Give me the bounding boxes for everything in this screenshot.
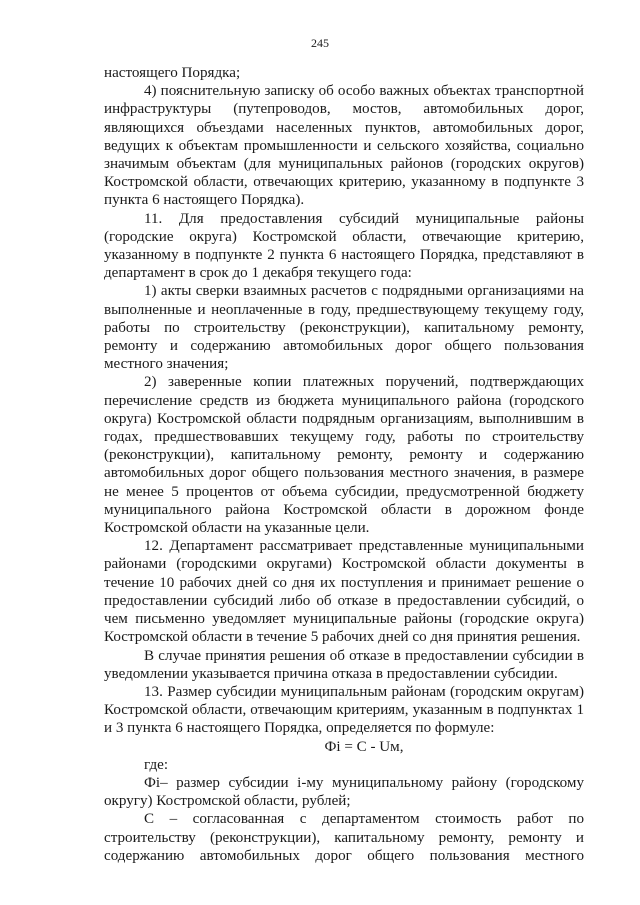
definition-c: С – согласованная с департаментом стоимость работ по строительству (реконструкции), капитальному ремонту, ремонту и содержанию автомобильных дорог общего пользования местного (104, 811, 584, 864)
paragraph-section-12: 12. Департамент рассматривает представленные муниципальными районами (городскими округами) Костромской области документы в течение 10 рабочих дней со дня их поступления и принимает решение о предоставлении субсидий либо об отказе в предоставлении субсидий, о чем письменно уведомляет муниципальные районы (городские округа) Костромской области в течение 5 рабочих дней со дня принятия решения. (104, 538, 584, 646)
definition-fi: Фi– размер субсидии i-му муниципальному району (городскому округу) Костромской области, рублей; (104, 774, 584, 810)
paragraph-item-2: 2) заверенные копии платежных поручений, подтверждающих перечисление средств из бюджета муниципального района (городского округа) Костромской области подрядным организациям, выполнившим в годах, предшествовавших текущему году, работы по строительству (реконструкции), капитальному ремонту, ремонту и содержанию автомобильных дорог общего пользования местного значения, в размере не менее 5 процентов от объема субсидии, предусмотренной бюджету муниципального района Костромской области в дорожном фонде Костромской области на указанные цели. (104, 374, 584, 537)
document-body (104, 64, 584, 865)
paragraph-item-1: 1) акты сверки взаимных расчетов с подрядными организациями на выполненные и неоплаченные в году, предшествующему текущему году, работы по строительству (реконструкции), капитальному ремонту, ремонту и содержанию автомобильных дорог общего пользования местного значения; (104, 283, 584, 373)
page-number: 245 (311, 36, 329, 50)
paragraph-item-4: 4) пояснительную записку об особо важных объектах транспортной инфраструктуры (путепроводов, мостов, автомобильных дорог, являющихся объездами населенных пунктов, автомобильных дорог, ведущих к объектам промышленности и сельского хозяйства, социально значимым объектам (для муниципальных районов (городских округов) Костромской области, отвечающих критерию, указанному в подпункте 3 пункта 6 настоящего Порядка). (104, 83, 584, 209)
paragraph-refusal: В случае принятия решения об отказе в предоставлении субсидии в уведомлении указывается причина отказа в предоставлении субсидии. (104, 647, 584, 682)
paragraph-section-13: 13. Размер субсидии муниципальным районам (городским округам) Костромской области, отвечающим критериям, указанным в подпунктах 1 и 3 пункта 6 настоящего Порядка, определяется по формуле: (104, 683, 584, 737)
paragraph-section-11: 11. Для предоставления субсидий муниципальные районы (городские округа) Костромской области, отвечающие критерию, указанному в подпункте 2 пункта 6 настоящего Порядка, представляют в департамент в срок до 1 декабря текущего года: (104, 210, 584, 282)
paragraph-continuation: настоящего Порядка; (104, 65, 241, 81)
where-label: где: (144, 756, 169, 773)
formula: Фi = С - Uм, (324, 738, 404, 755)
